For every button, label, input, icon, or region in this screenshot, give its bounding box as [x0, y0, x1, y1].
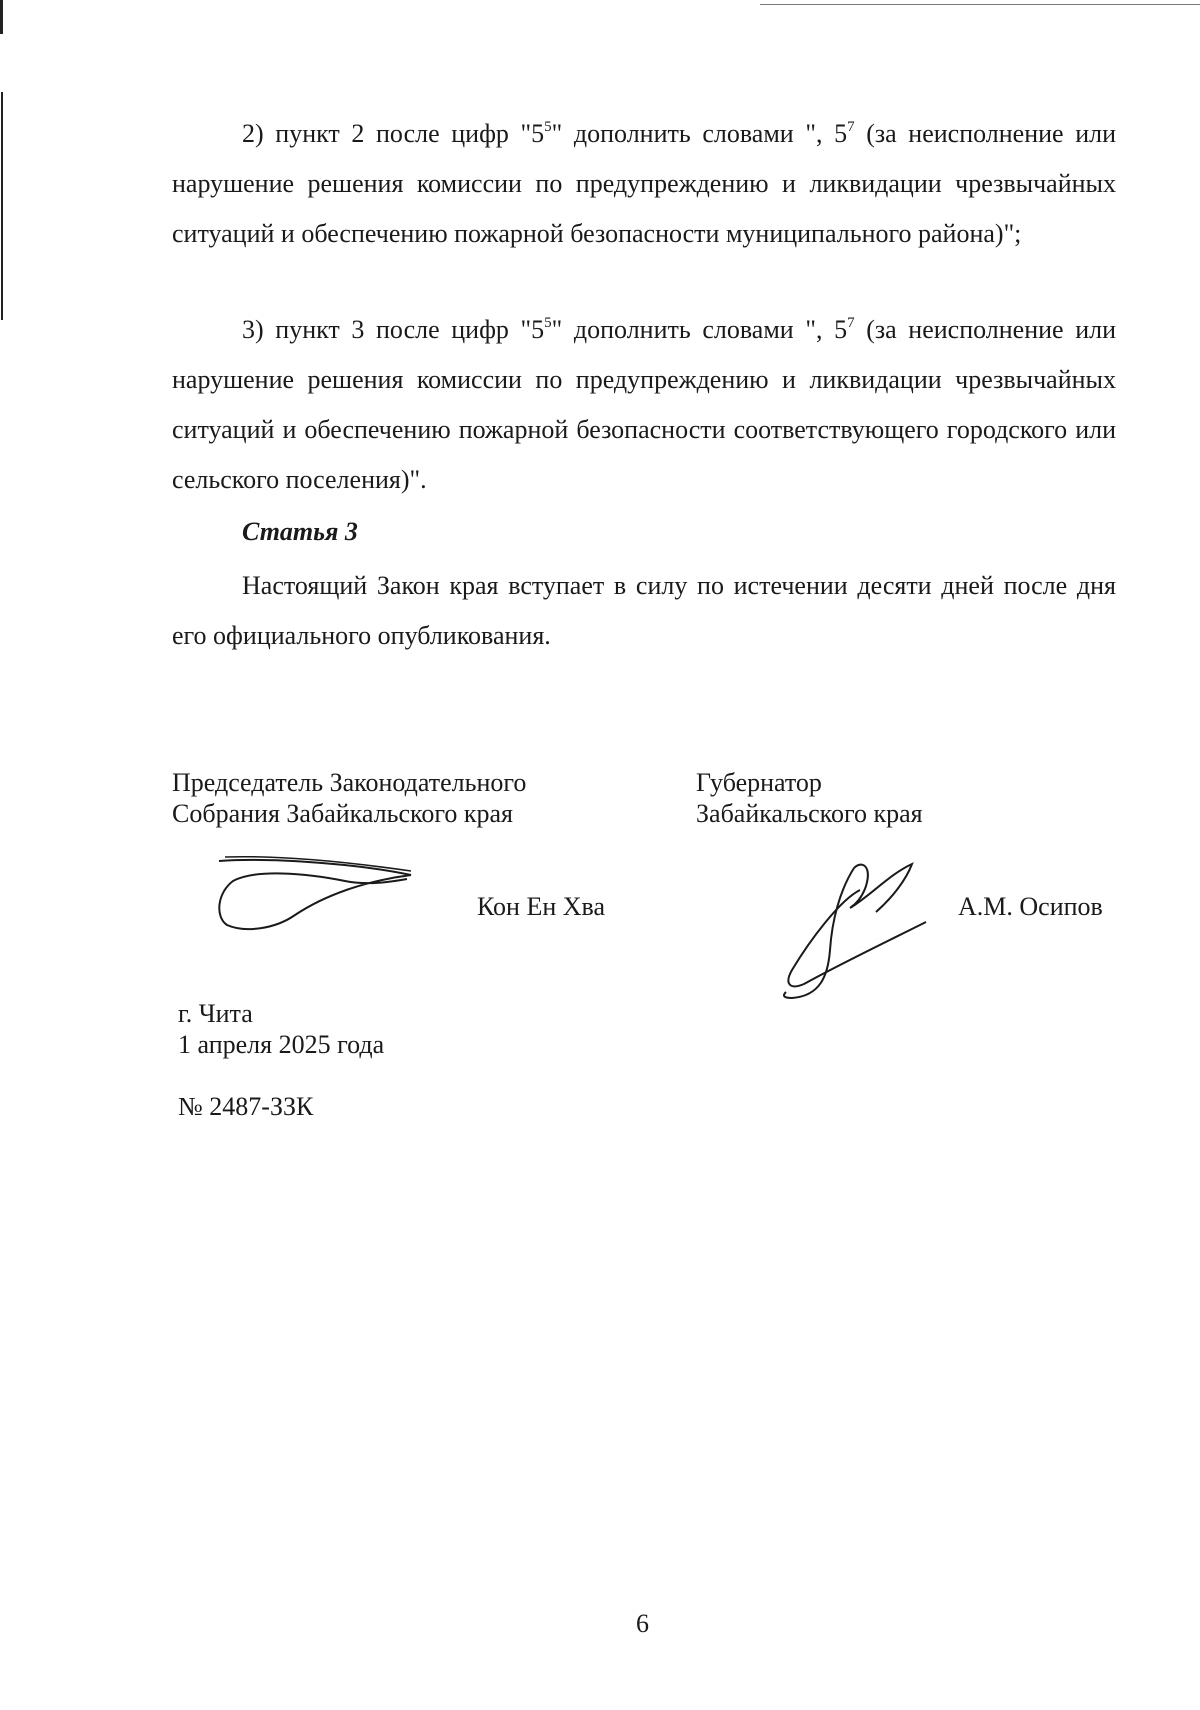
article-heading: Статья 3	[242, 517, 358, 546]
signatory-left-name: Кон Ен Хва	[477, 892, 606, 921]
city: г. Чита	[178, 999, 253, 1028]
signature-right	[780, 860, 940, 1010]
signatory-left-title	[172, 767, 526, 829]
place-date-block	[178, 998, 384, 1060]
signing-date: 1 апреля 2025 года	[178, 1030, 385, 1059]
scan-edge-mark	[1, 92, 3, 320]
signature-left	[215, 855, 415, 937]
signatory-right-title-line1: Губернатор	[696, 768, 822, 797]
signatory-left-title-line2: Собрания Забайкальского края	[172, 799, 513, 828]
scan-edge-mark	[0, 0, 3, 34]
signatory-right-title-line2: Забайкальского края	[696, 799, 923, 828]
signatory-right-title	[696, 767, 923, 829]
article-text: Настоящий Закон края вступает в силу по истечении десяти дней после дня его официального опубликования.	[172, 571, 1116, 650]
scan-top-rule	[760, 4, 1200, 5]
signatory-left-title-line1: Председатель Законодательного	[172, 768, 527, 797]
law-number: № 2487-ЗЗК	[178, 1092, 314, 1121]
page-number: 6	[636, 1609, 649, 1638]
signatory-right-name: А.М. Осипов	[958, 892, 1103, 921]
amendment-item-3: 3) пункт 3 после цифр "$5^5$" дополнить словами ", $5^7$ (за неисполнение или нарушение решения комиссии по предупреждению и ликвидации чрезвычайных ситуаций и обеспечению пожарной безопасности соответствующего городского или сельского поселения)".	[172, 315, 1116, 494]
amendment-item-2: 2) пункт 2 после цифр "$5^5$" дополнить словами ", $5^7$ (за неисполнение или нарушение решения комиссии по предупреждению и ликвидации чрезвычайных ситуаций и обеспечению пожарной безопасности муниципального района)";	[172, 119, 1116, 248]
